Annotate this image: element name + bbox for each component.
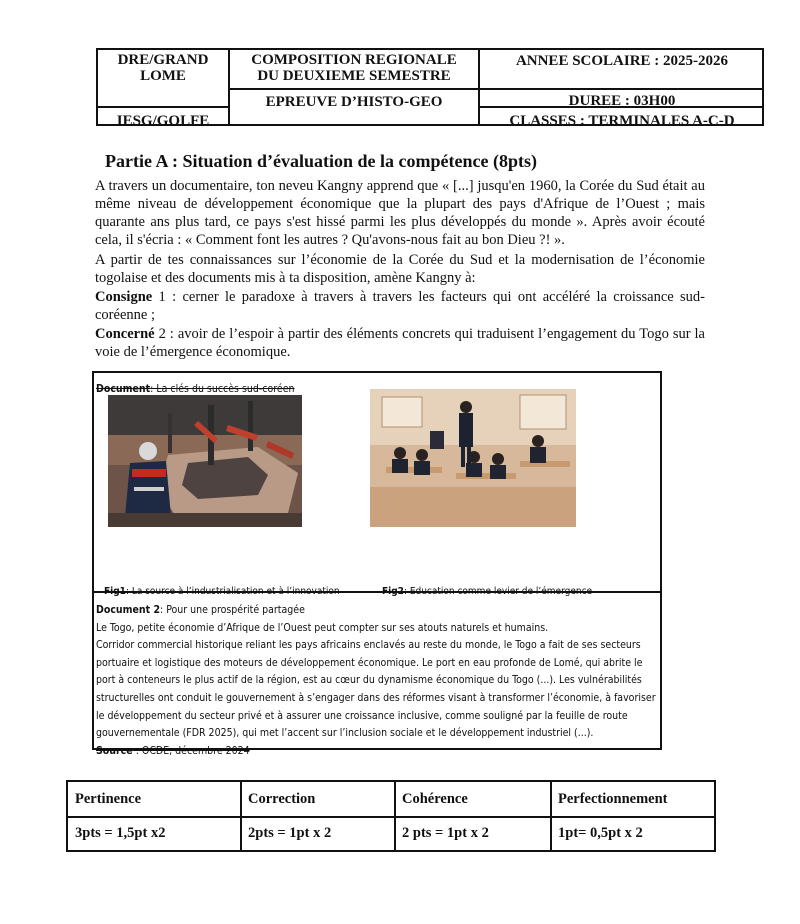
header-exam-title: COMPOSITION REGIONALE DU DEUXIEME SEMESTRE bbox=[251, 52, 457, 84]
header-subject: EPREUVE D’HISTO-GEO bbox=[265, 94, 443, 110]
document-2-source-label: Source bbox=[96, 744, 133, 757]
part-a-task: A partir de tes connaissances sur l’économie de la Corée du Sud et la modernisation de l’économie togolaise et des documents mis à ta disposition, amène Kangny à: bbox=[95, 252, 705, 286]
classroom-photo bbox=[370, 389, 576, 527]
document-2-source bbox=[96, 743, 658, 761]
consigne-1-text: 1 : cerner le paradoxe à travers à travers les facteurs qui ont accéléré la croissance sud-coréenne ; bbox=[95, 289, 705, 323]
grading-divider bbox=[68, 816, 714, 818]
consigne-2-label: Concerné bbox=[95, 326, 155, 342]
grading-table bbox=[66, 780, 716, 852]
grading-value-coherence: 2 pts = 1pt x 2 bbox=[402, 825, 489, 841]
document-1-label: Document bbox=[96, 383, 151, 395]
header-table bbox=[96, 48, 764, 126]
header-school-year: ANNEE SCOLAIRE : 2025-2026 bbox=[515, 53, 729, 69]
document-2-title bbox=[96, 602, 658, 620]
grading-header-pertinence: Pertinence bbox=[75, 791, 142, 807]
grading-header-perfectionnement: Perfectionnement bbox=[558, 791, 668, 807]
document-2-paragraph-1: Le Togo, petite économie d’Afrique de l’Ouest peut compter sur ses atouts naturels et humains. bbox=[96, 621, 549, 634]
consigne-1-label: Consigne bbox=[95, 289, 153, 305]
document-2 bbox=[96, 602, 658, 760]
header-divider bbox=[478, 106, 762, 108]
header-divider bbox=[98, 106, 228, 108]
consigne-2-text: 2 : avoir de l’espoir à partir des éléments concrets qui traduisent l’engagement du Togo sur la voie de l’émergence économique. bbox=[95, 326, 705, 360]
consigne-1 bbox=[95, 288, 705, 324]
document-1-heading: : La clés du succès sud-coréen bbox=[150, 383, 295, 395]
part-a-intro: A travers un documentaire, ton neveu Kangny apprend que « [...] jusqu'en 1960, la Corée du Sud était au même niveau de développement économique que la plupart des pays d'Afrique de l’Ouest ; mais quarante ans plus tard, ce pays s'est hissé parmi les plus développés du monde ». Après avoir écouté cela, il s'écria : « Comment font les autres ? Qu'avons-nous fait au bon Dieu ?! ». bbox=[95, 178, 705, 248]
grading-value-perfectionnement: 1pt= 0,5pt x 2 bbox=[558, 825, 643, 841]
factory-photo bbox=[108, 395, 302, 527]
header-region: DRE/GRAND LOME bbox=[117, 52, 209, 84]
grading-header-correction: Correction bbox=[248, 791, 316, 807]
document-2-heading: : Pour une prospérité partagée bbox=[160, 604, 305, 616]
document-box bbox=[92, 371, 662, 757]
part-a-title: Partie A : Situation d’évaluation de la compétence (8pts) bbox=[105, 151, 537, 171]
header-duration: DUREE : 03H00 bbox=[568, 93, 676, 105]
header-school: IESG/GOLFE bbox=[116, 113, 210, 124]
grading-value-pertinence: 3pts = 1,5pt x2 bbox=[75, 825, 166, 841]
grading-value-correction: 2pts = 1pt x 2 bbox=[248, 825, 332, 841]
consigne-2 bbox=[95, 325, 705, 361]
document-2-paragraph-2: Corridor commercial historique reliant les pays africains enclavés au reste du monde, le Togo a fait de ses secteurs portuaire et logistique des moteurs de développement économique. Le port en eau profonde de Lomé, qui abrite le port à conteneurs le plus actif de la région, est au cœur du dynamisme économique du Togo (...). Les vulnérabilités structurelles ont conduit le gouvernement à s’engager dans des réformes visant à transformer l’économie, à favoriser le développement du secteur privé et à assurer une croissance inclusive, comme souligné par la feuille de route gouvernementale (FDR 2025), qui met l’accent sur l’inclusion sociale et le développement industriel (...). bbox=[96, 639, 656, 740]
header-classes: CLASSES : TERMINALES A-C-D bbox=[509, 113, 735, 124]
document-1-title bbox=[96, 383, 295, 395]
document-2-label: Document 2 bbox=[96, 604, 161, 616]
document-2-source-text: : OCDE, décembre 2024 bbox=[132, 744, 250, 757]
header-divider bbox=[228, 88, 762, 90]
document-separator bbox=[94, 591, 660, 593]
grading-header-coherence: Cohérence bbox=[402, 791, 468, 807]
